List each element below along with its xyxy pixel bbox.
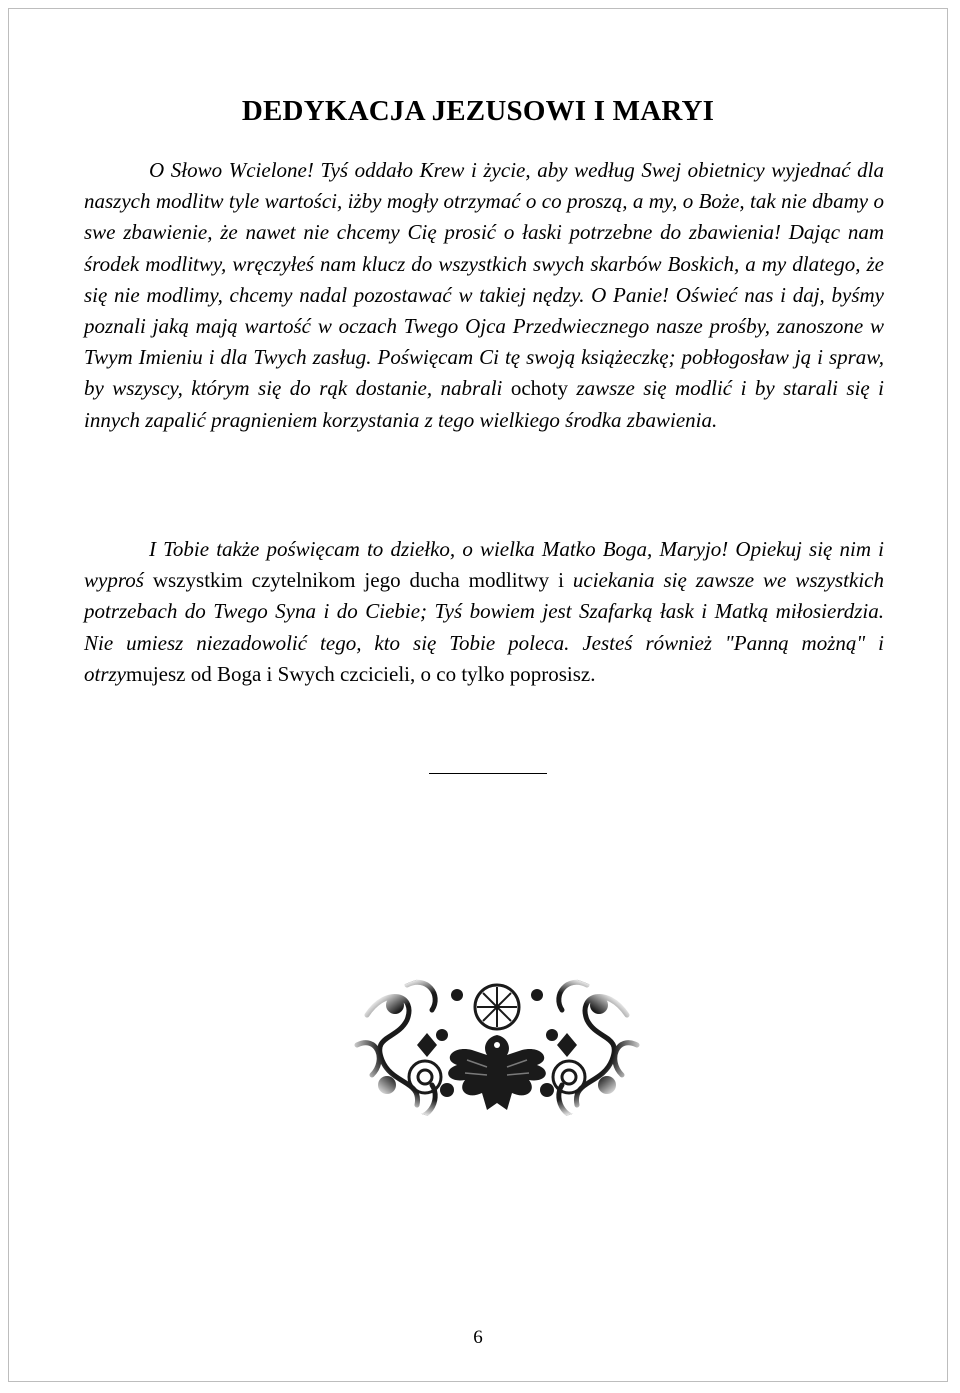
paragraph-text-italic: zawsze się modlić i by starali się i innych zapalić pragnieniem korzystania z tego wielkiego środka zbawienia. xyxy=(84,376,884,432)
paragraph-text-italic: O Słowo Wcielone! Tyś oddało Krew i życie, aby według Swej obietnicy wyjednać dla naszych modlitw tyle wartości, iżby mogły otrzymać o co proszą, a my, o Boże, tak nie dbamy o swe zbawienie, że nawet nie chcemy Cię prosić o łaski potrzebne do zbawienia! Dając nam środek modlitwy, wręczyłeś nam klucz do wszystkich swych skarbów Boskich, a my dlatego, że się nie modlimy, chcemy nadal pozostawać w takiej nędzy. O Panie! Oświeć nas i daj, byśmy poznali jaką mają wartość w oczach Twego Ojca Przedwiecznego nasze prośby, zanoszone w Twym Imieniu i dla Twych zasług. Poświęcam Ci tę swoją książeczkę; pobłogosław ją i spraw, by wszyscy, którym się do rąk dostanie, nabrali xyxy=(84,158,884,401)
paragraph-text-italic: I Tobie także poświęcam to dziełko, o wielka Matko Boga, Maryjo! Opiekuj się nim i wyproś xyxy=(84,537,884,593)
page-title: DEDYKACJA JEZUSOWI I MARYI xyxy=(241,95,715,127)
paragraph-text-italic: uciekania się zawsze we wszystkich potrzebach do Twego Syna i do Ciebie; Tyś bowiem jest Szafarką łask i Matką miłosierdzia. Nie umiesz niezadowolić tego, kto się Tobie poleca. Jesteś również "Panną możną" i otrzy xyxy=(84,568,884,686)
paragraph-text-regular: mujesz od Boga i Swych czcicieli, o co tylko poprosisz. xyxy=(126,661,596,686)
section-divider xyxy=(429,773,547,774)
page-number: 6 xyxy=(473,1327,483,1348)
paragraph-text-regular: wszystkim czytelnikom jego ducha modlitwy i xyxy=(143,568,573,593)
paragraph-text-regular: ochoty xyxy=(502,376,577,401)
eagle-ornament-icon xyxy=(347,965,647,1127)
dedication-paragraph-mary xyxy=(84,534,884,690)
dedication-paragraph-jesus xyxy=(84,155,884,436)
document-page xyxy=(8,8,948,1382)
